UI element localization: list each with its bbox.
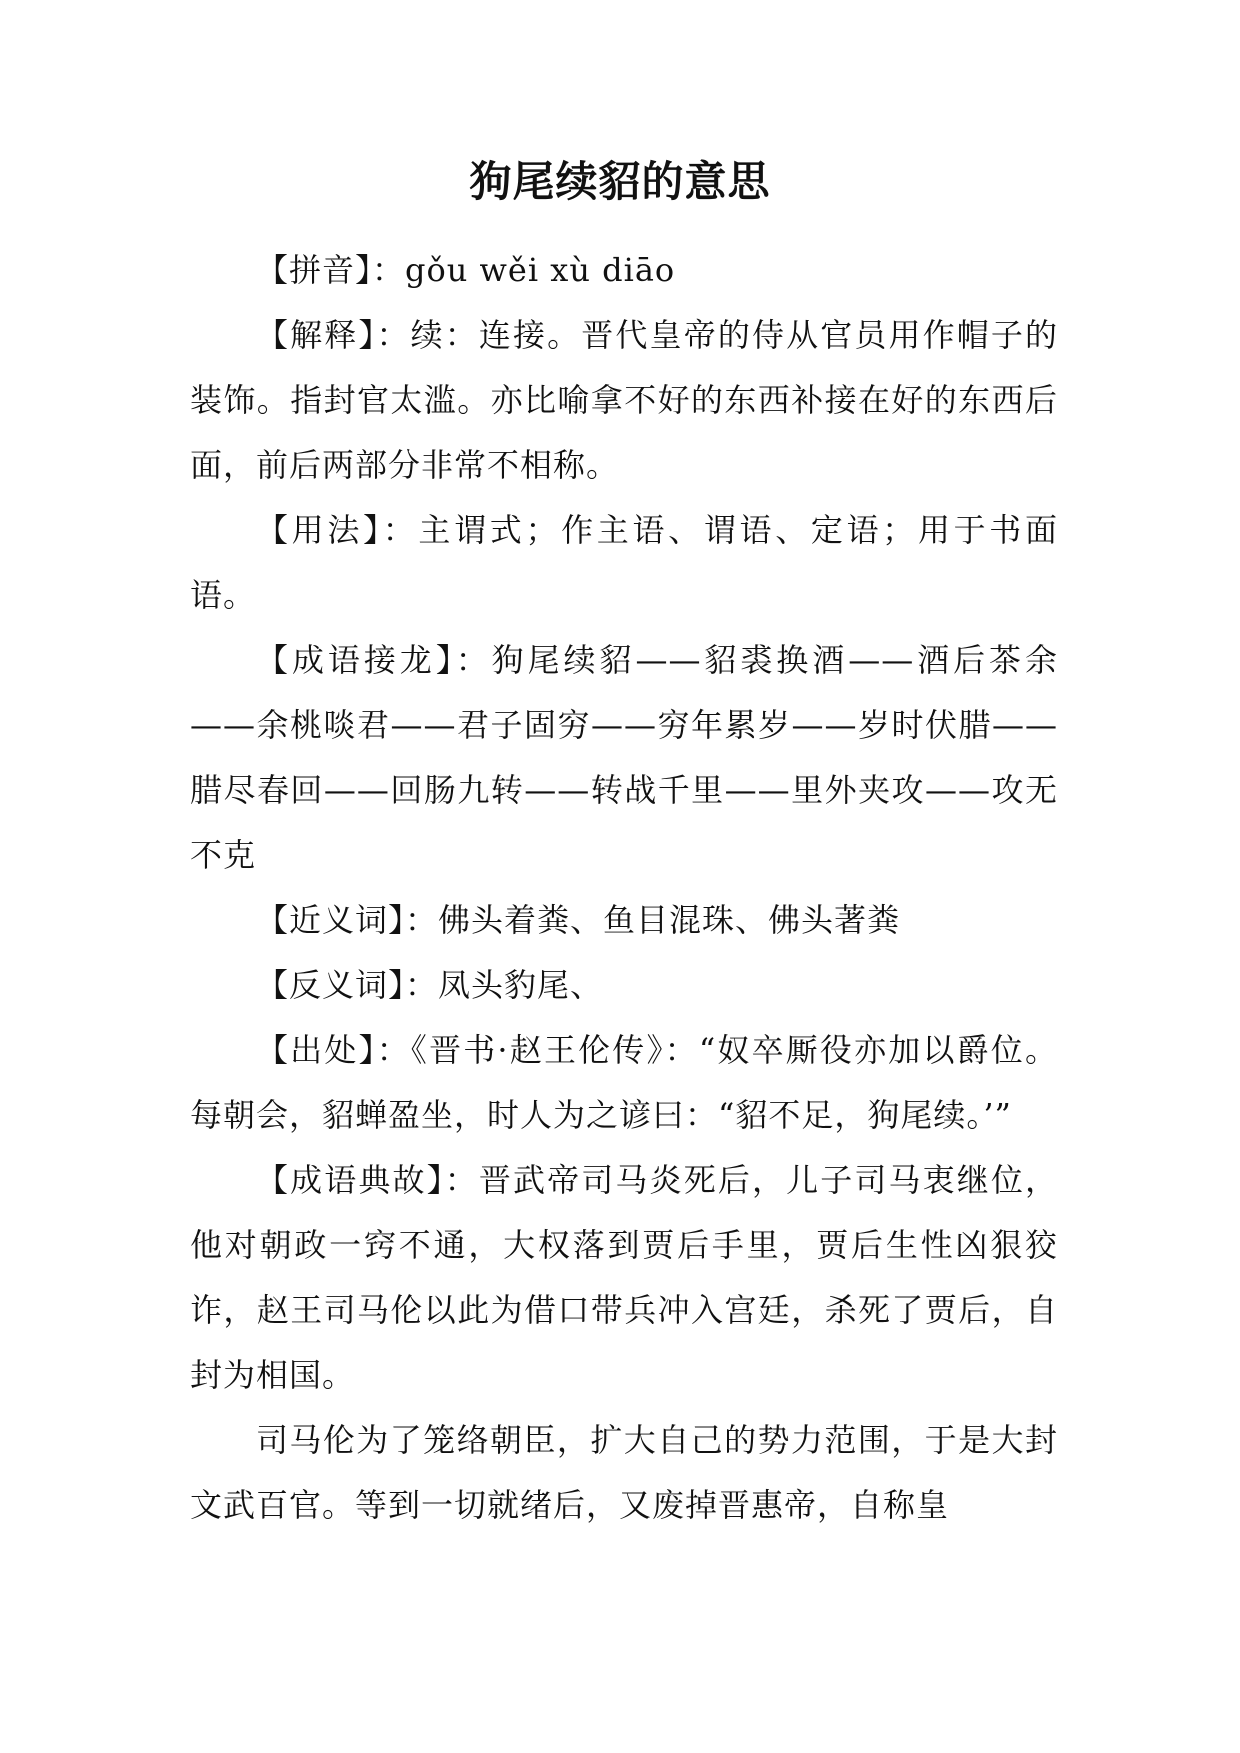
paragraph-source: 【出处】：《晋书·赵王伦传》：“奴卒厮役亦加以爵位。每朝会，貂蝉盈坐，时人为之谚曰：“貂不足，狗尾续。’” (190, 1031, 1058, 1134)
paragraph-usage: 【用法】：主谓式；作主语、谓语、定语；用于书面语。 (190, 511, 1058, 614)
paragraph-pinyin: 【拼音】：gǒu wěi xù diāo (256, 251, 676, 289)
paragraph-antonyms: 【反义词】：凤头豹尾、 (256, 966, 604, 1004)
document-title: 狗尾续貂的意思 (469, 157, 771, 206)
paragraph-allusion: 【成语典故】：晋武帝司马炎死后，儿子司马衷继位，他对朝政一窍不通，大权落到贾后手里，贾后生性凶狠狡诈，赵王司马伦以此为借口带兵冲入宫廷，杀死了贾后，自封为相国。 (190, 1161, 1058, 1394)
paragraph-explanation: 【解释】：续：连接。晋代皇帝的侍从官员用作帽子的装饰。指封官太滥。亦比喻拿不好的东西补接在好的东西后面，前后两部分非常不相称。 (190, 316, 1058, 484)
paragraph-story-continued: 司马伦为了笼络朝臣，扩大自己的势力范围，于是大封文武百官。等到一切就绪后，又废掉晋惠帝，自称皇 (190, 1421, 1058, 1524)
document-body (190, 238, 1058, 1538)
paragraph-synonyms: 【近义词】：佛头着粪、鱼目混珠、佛头著粪 (256, 901, 901, 939)
paragraph-idiom-chain: 【成语接龙】：狗尾续貂——貂裘换酒——酒后茶余——余桃啖君——君子固穷——穷年累岁——岁时伏腊——腊尽春回——回肠九转——转战千里——里外夹攻——攻无不克 (190, 641, 1058, 874)
